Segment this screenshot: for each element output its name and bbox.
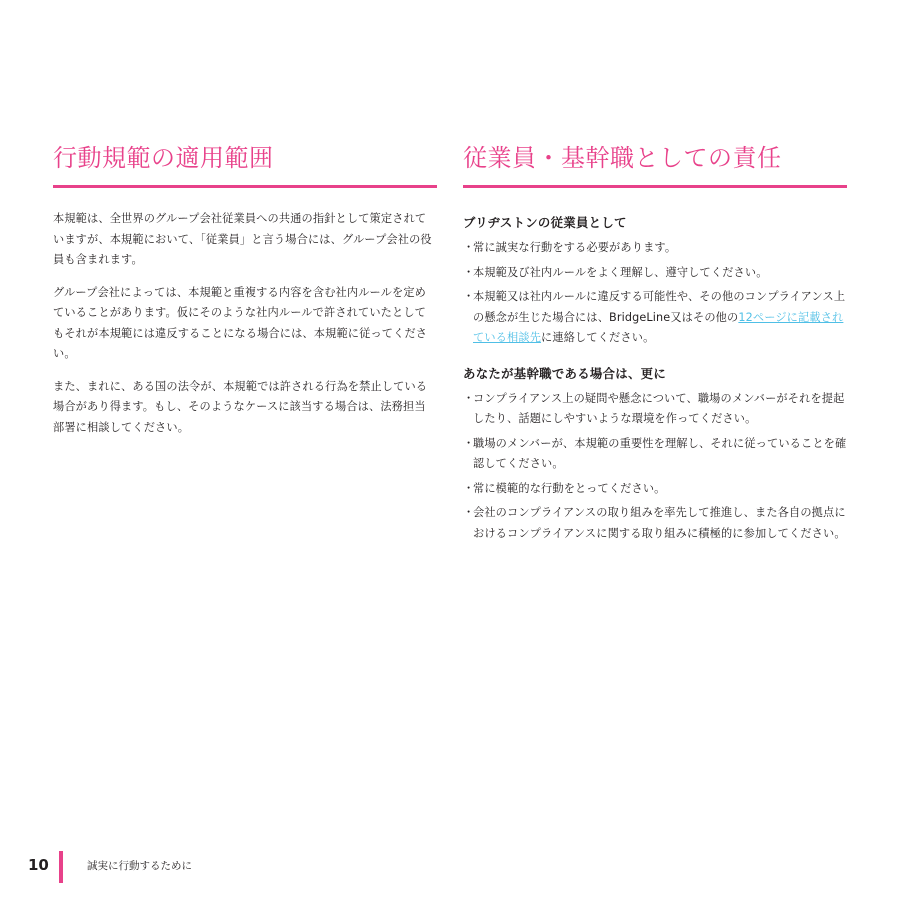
scope-heading: 行動規範の適用範囲: [53, 144, 274, 172]
bullet-mark: ・: [463, 241, 475, 254]
list-item-text: 本規範又は社内ルールに違反する可能性や、その他のコンプライアンス上の懸念が生じた場合には、BridgeLine又はその他の: [473, 290, 846, 324]
bullet-mark: ・: [463, 506, 475, 519]
scope-section: [53, 140, 437, 450]
scope-heading-rule: [53, 185, 437, 188]
responsibility-heading: 従業員・基幹職としての責任: [463, 144, 782, 172]
list-item-text: コンプライアンス上の疑問や懸念について、職場のメンバーがそれを提起したり、話題にしやすいような環境を作ってください。: [473, 391, 845, 425]
responsibility-heading-rule: [463, 185, 847, 188]
scope-body: [53, 209, 437, 438]
employee-list: [463, 238, 847, 349]
scope-paragraph-1: 本規範は、全世界のグループ会社従業員への共通の指針として策定されていますが、本規範において、「従業員」と言う場合には、グループ会社の役員も含まれます。: [53, 212, 432, 266]
list-item-text: 常に模範的な行動をとってください。: [473, 481, 666, 495]
scope-paragraph-3: また、まれに、ある国の法令が、本規範では許される行為を禁止している場合があり得ます。もし、そのようなケースに該当する場合は、法務担当部署に相談してください。: [53, 379, 428, 434]
employee-subheading: ブリヂストンの従業員として: [463, 215, 627, 230]
footer-title: 誠実に行動するために: [87, 860, 192, 872]
bullet-mark: ・: [463, 436, 475, 450]
list-item: [463, 434, 847, 475]
scope-paragraph-2: グループ会社によっては、本規範と重複する内容を含む社内ルールを定めていることがあります。仮にそのような社内ルールで許されていたとしてもそれが本規範には違反することになる場合には、本規範に従ってください。: [53, 285, 428, 360]
list-item: [463, 287, 847, 349]
list-item-text: 本規範及び社内ルールをよく理解し、遵守してください。: [473, 265, 768, 279]
page-footer: [28, 848, 428, 884]
bullet-mark: ・: [463, 265, 475, 279]
bullet-mark: ・: [463, 391, 475, 405]
manager-subheading: あなたが基幹職である場合は、更に: [463, 365, 667, 381]
list-item-text: 常に誠実な行動をする必要があります。: [473, 241, 677, 254]
list-item: [463, 479, 847, 500]
manager-list: [463, 389, 847, 545]
responsibility-section: [463, 140, 847, 548]
list-item-text: に連絡してください。: [541, 331, 655, 344]
consultation-contacts-link[interactable]: 12ページに記載されている相談先: [473, 310, 844, 344]
list-item: [463, 389, 847, 430]
bullet-mark: ・: [463, 290, 475, 303]
list-item-text: 会社のコンプライアンスの取り組みを率先して推進し、また各自の拠点におけるコンプライアンスに関する取り組みに積極的に参加してください。: [473, 506, 846, 540]
list-item-text: 職場のメンバーが、本規範の重要性を理解し、それに従っていることを確認してください。: [473, 436, 847, 470]
list-item: [463, 238, 847, 259]
list-item: [463, 263, 847, 284]
footer-divider: [59, 851, 63, 883]
page-number: 10: [28, 856, 49, 874]
list-item: [463, 503, 847, 544]
bullet-mark: ・: [463, 481, 475, 495]
responsibility-body: [463, 213, 847, 544]
